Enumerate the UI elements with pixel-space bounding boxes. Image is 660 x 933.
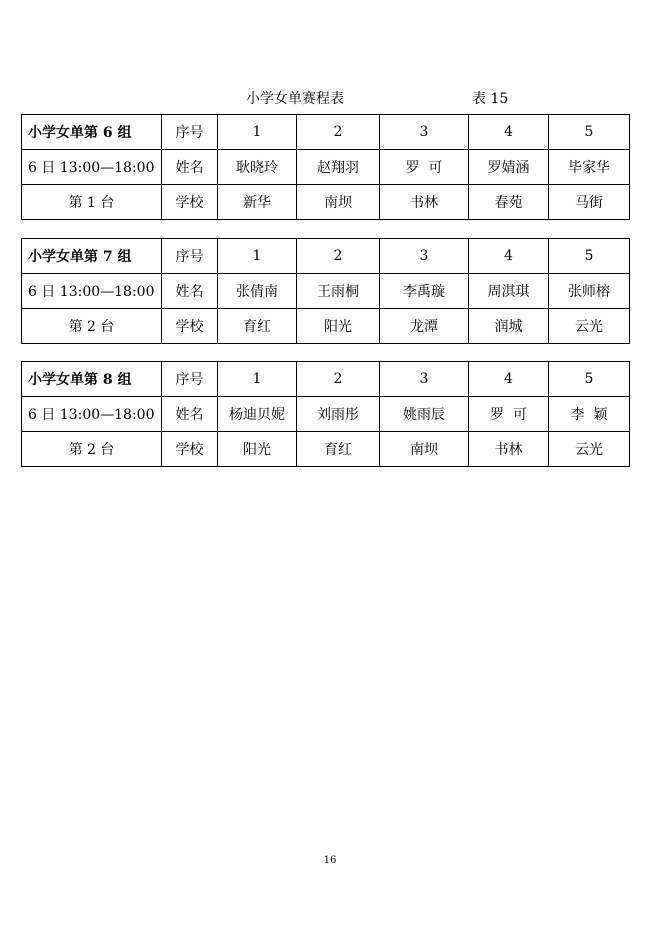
player-name: 王雨桐: [297, 274, 380, 309]
title-line: [0, 88, 660, 108]
group-name: 小学女单第 7 组: [22, 239, 162, 274]
seed-number: 5: [549, 239, 630, 274]
school-name: 润城: [469, 309, 549, 344]
table-assignment: 第 2 台: [22, 309, 162, 344]
school-name: 南坝: [380, 432, 469, 467]
player-name: 李禹璇: [380, 274, 469, 309]
player-name: 罗 可: [380, 150, 469, 185]
school-name: 南坝: [297, 185, 380, 220]
table-row: [22, 432, 630, 467]
table-row: [22, 362, 630, 397]
group-table-8: [21, 361, 630, 467]
group-name: 小学女单第 6 组: [22, 115, 162, 150]
row-label-number: 序号: [162, 239, 218, 274]
table-number: 表 15: [472, 91, 509, 107]
school-name: 新华: [218, 185, 297, 220]
player-name: 周淇琪: [469, 274, 549, 309]
group-table-6: [21, 114, 630, 220]
school-name: 马街: [549, 185, 630, 220]
player-name: 赵翔羽: [297, 150, 380, 185]
row-label-school: 学校: [162, 309, 218, 344]
school-name: 育红: [218, 309, 297, 344]
group-table-7: [21, 238, 630, 344]
row-label-number: 序号: [162, 115, 218, 150]
school-name: 阳光: [297, 309, 380, 344]
seed-number: 3: [380, 362, 469, 397]
page-number: 16: [323, 855, 337, 866]
seed-number: 1: [218, 115, 297, 150]
school-name: 云光: [549, 432, 630, 467]
table-row: [22, 309, 630, 344]
player-name: 罗婧涵: [469, 150, 549, 185]
player-name: 张师榕: [549, 274, 630, 309]
player-name: 耿晓玲: [218, 150, 297, 185]
player-name: 毕家华: [549, 150, 630, 185]
seed-number: 3: [380, 239, 469, 274]
match-time: 6 日 13:00—18:00: [22, 274, 162, 309]
table-row: [22, 397, 630, 432]
match-time: 6 日 13:00—18:00: [22, 397, 162, 432]
seed-number: 4: [469, 362, 549, 397]
row-label-school: 学校: [162, 432, 218, 467]
page-title: 小学女单赛程表: [246, 91, 344, 107]
school-name: 育红: [297, 432, 380, 467]
seed-number: 5: [549, 115, 630, 150]
group-name: 小学女单第 8 组: [22, 362, 162, 397]
seed-number: 4: [469, 115, 549, 150]
row-label-number: 序号: [162, 362, 218, 397]
table-row: [22, 115, 630, 150]
school-name: 春苑: [469, 185, 549, 220]
row-label-name: 姓名: [162, 274, 218, 309]
seed-number: 1: [218, 362, 297, 397]
seed-number: 4: [469, 239, 549, 274]
table-assignment: 第 1 台: [22, 185, 162, 220]
seed-number: 2: [297, 115, 380, 150]
row-label-name: 姓名: [162, 397, 218, 432]
player-name: 罗 可: [469, 397, 549, 432]
player-name: 李 颖: [549, 397, 630, 432]
match-time: 6 日 13:00—18:00: [22, 150, 162, 185]
seed-number: 5: [549, 362, 630, 397]
player-name: 姚雨辰: [380, 397, 469, 432]
table-row: [22, 239, 630, 274]
row-label-school: 学校: [162, 185, 218, 220]
school-name: 阳光: [218, 432, 297, 467]
table-row: [22, 150, 630, 185]
seed-number: 2: [297, 362, 380, 397]
player-name: 刘雨彤: [297, 397, 380, 432]
player-name: 杨迪贝妮: [218, 397, 297, 432]
school-name: 书林: [380, 185, 469, 220]
player-name: 张倩南: [218, 274, 297, 309]
table-assignment: 第 2 台: [22, 432, 162, 467]
table-row: [22, 185, 630, 220]
school-name: 书林: [469, 432, 549, 467]
school-name: 云光: [549, 309, 630, 344]
seed-number: 1: [218, 239, 297, 274]
table-row: [22, 274, 630, 309]
school-name: 龙潭: [380, 309, 469, 344]
row-label-name: 姓名: [162, 150, 218, 185]
seed-number: 3: [380, 115, 469, 150]
seed-number: 2: [297, 239, 380, 274]
